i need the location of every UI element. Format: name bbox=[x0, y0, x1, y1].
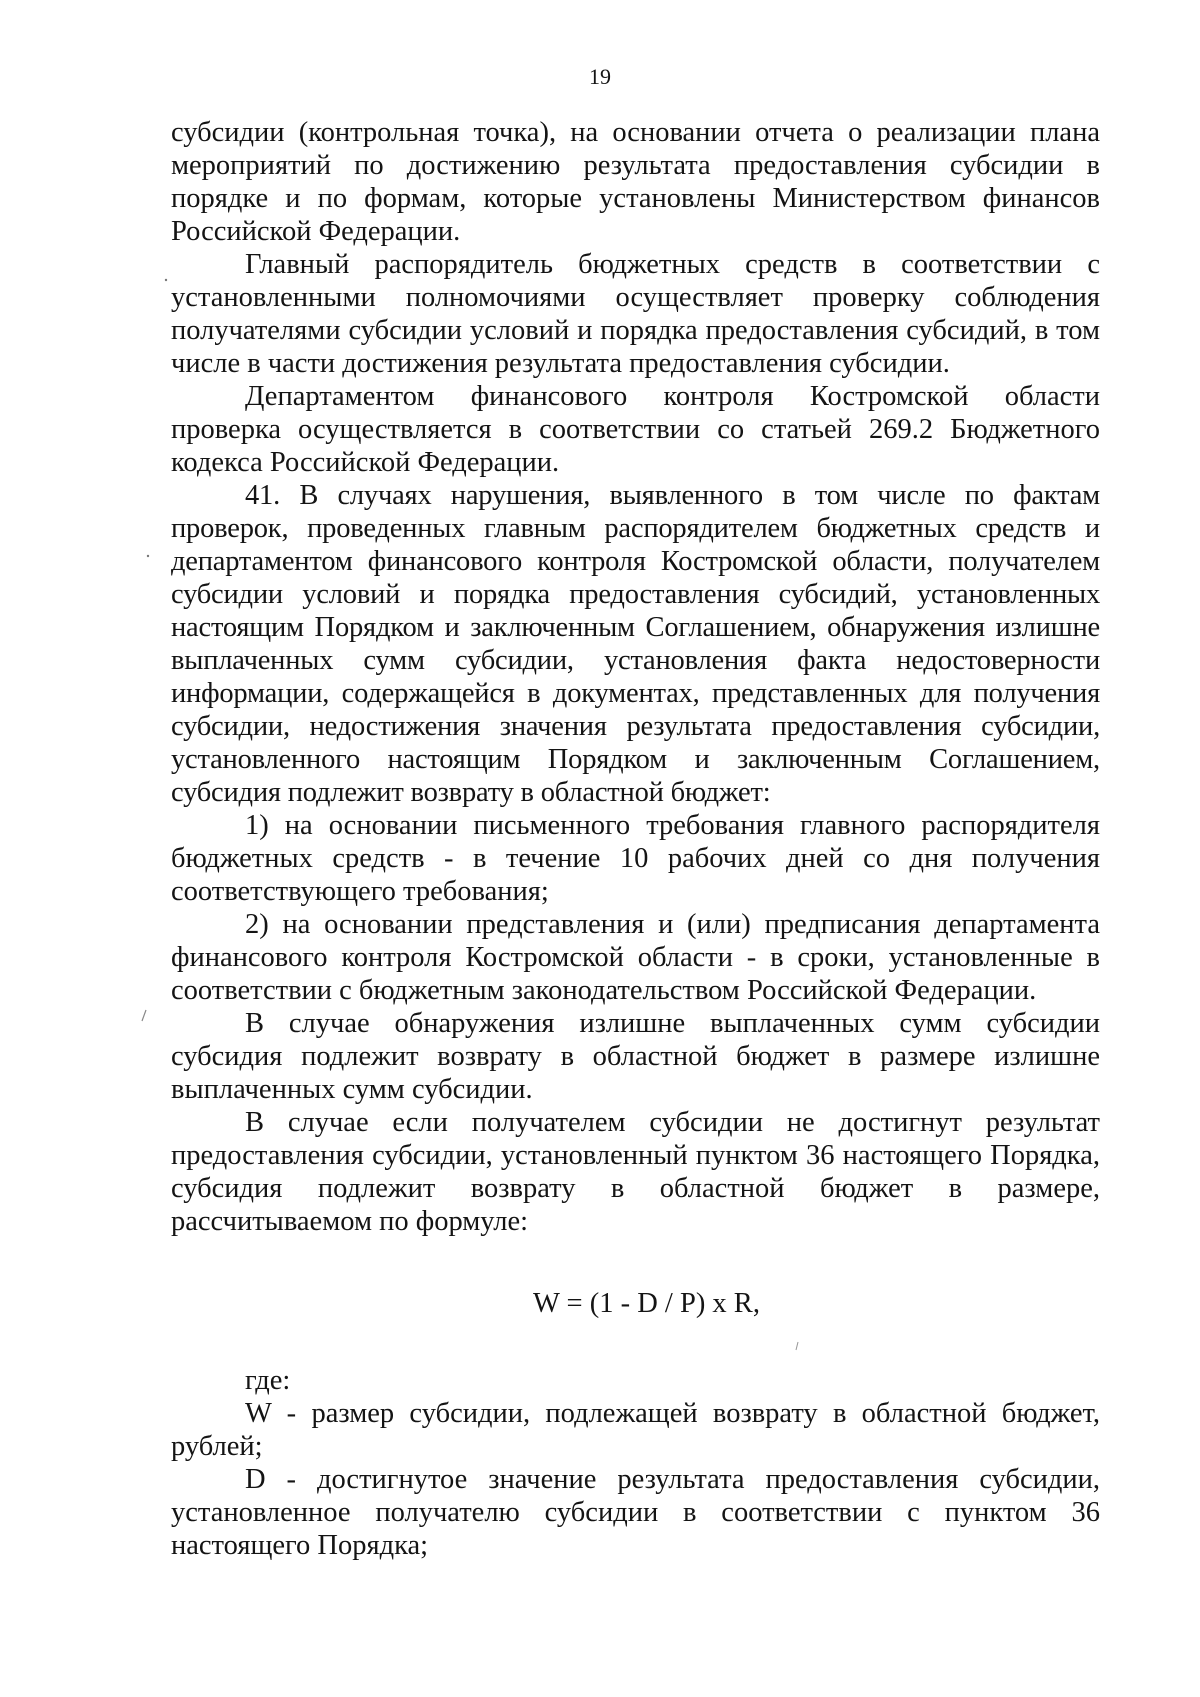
paragraph-continuation: субсидии (контрольная точка), на основании отчета о реализации плана мероприятий по достижению результата предоставления субсидии в порядке и по формам, которые установлены Министерством финансов Российской Федерации. bbox=[171, 117, 1100, 247]
paragraph-subitem-2: 2) на основании представления и (или) предписания департамента финансового контроля Костромской области - в сроки, установленные в соответствии с бюджетным законодательством Российской Федерации. bbox=[171, 909, 1100, 1006]
paragraph-result-not-achieved: В случае если получателем субсидии не достигнут результат предоставления субсидии, установленный пунктом 36 настоящего Порядка, субсидия подлежит возврату в областной бюджет в размере, рассчитываемом по формуле: bbox=[171, 1107, 1100, 1237]
paragraph-definition-d: D - достигнутое значение результата предоставления субсидии, установленное получателю субсидии в соответствии с пунктом 36 настоящего Порядка; bbox=[171, 1464, 1100, 1561]
document-body bbox=[171, 116, 1100, 1562]
paragraph-department-check: Департаментом финансового контроля Костромской области проверка осуществляется в соответствии со статьей 269.2 Бюджетного кодекса Российской Федерации. bbox=[171, 381, 1100, 478]
paragraph-where: где: bbox=[245, 1365, 291, 1396]
paragraph-item-41: 41. В случаях нарушения, выявленного в том числе по фактам проверок, проведенных главным распорядителем бюджетных средств и департаментом финансового контроля Костромской области, получателем субсидии условий и порядка предоставления субсидий, установленных настоящим Порядком и заключенным Соглашением, обнаружения излишне выплаченных сумм субсидии, установления факта недостоверности информации, содержащейся в документах, представленных для получения субсидии, недостижения значения результата предоставления субсидии, установленного настоящим Порядком и заключенным Соглашением, субсидия подлежит возврату в областной бюджет: bbox=[171, 480, 1100, 808]
return-formula: W = (1 - D / P) x R, bbox=[533, 1288, 760, 1319]
paragraph-main-manager-check: Главный распорядитель бюджетных средств в соответствии с установленными полномочиями осуществляет проверку соблюдения получателями субсидии условий и порядка предоставления субсидий, в том числе в части достижения результата предоставления субсидии. bbox=[171, 249, 1100, 379]
paragraph-excess-payment: В случае обнаружения излишне выплаченных сумм субсидии субсидия подлежит возврату в областной бюджет в размере излишне выплаченных сумм субсидии. bbox=[171, 1008, 1100, 1105]
page-number: 19 bbox=[589, 64, 611, 89]
paragraph-subitem-1: 1) на основании письменного требования главного распорядителя бюджетных средств - в течение 10 рабочих дней со дня получения соответствующего требования; bbox=[171, 810, 1100, 907]
paragraph-definition-w: W - размер субсидии, подлежащей возврату в областной бюджет, рублей; bbox=[171, 1398, 1100, 1462]
